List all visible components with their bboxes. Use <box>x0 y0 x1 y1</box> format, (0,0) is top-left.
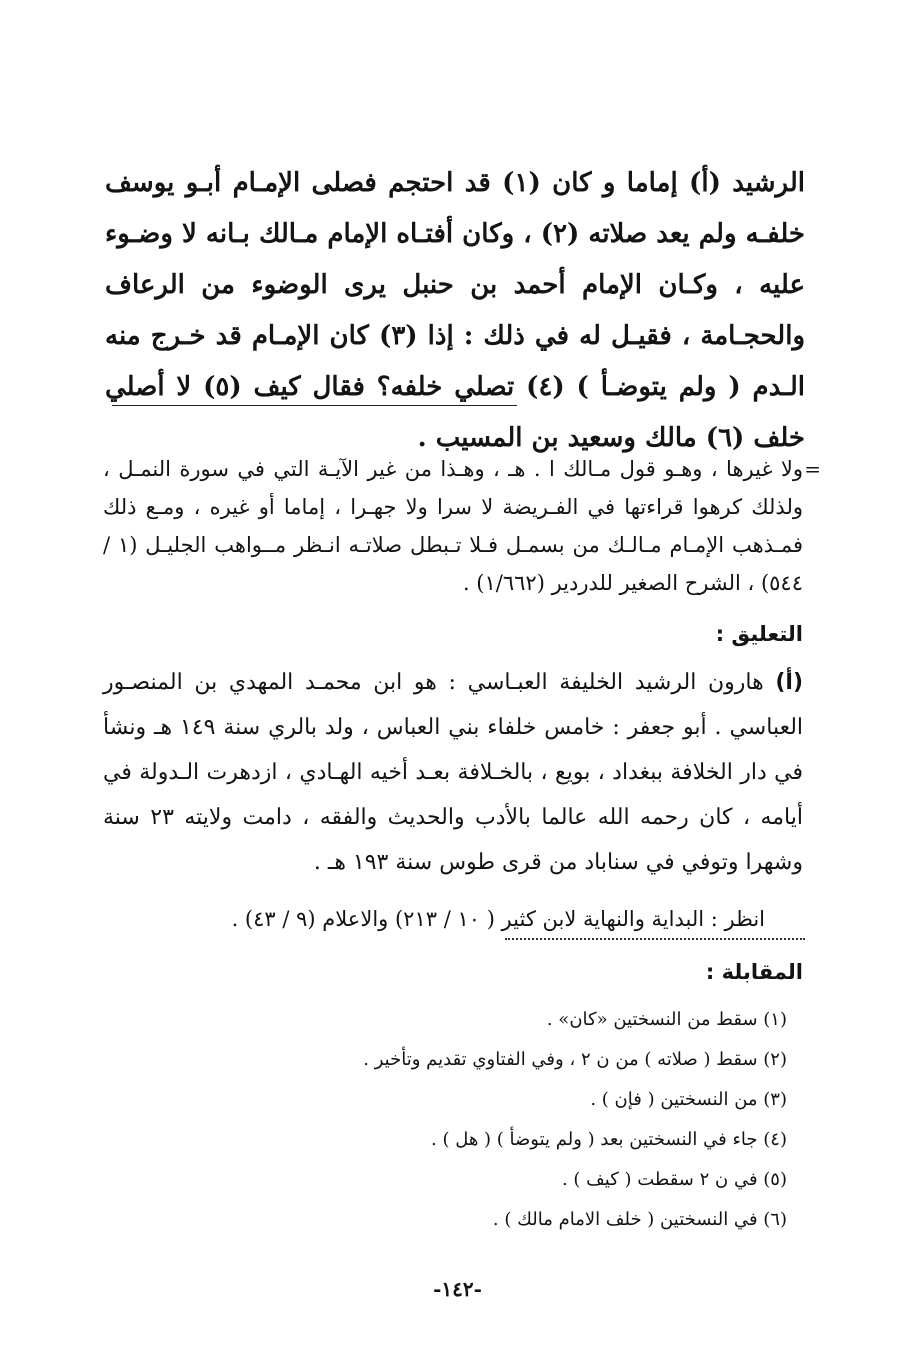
page-number: -١٤٢- <box>433 1277 482 1301</box>
muqabala-heading: المقابلة : <box>705 960 803 984</box>
main-paragraph <box>105 158 805 464</box>
muqabala-item: (٤) جاء في النسختين بعد ( ولم يتوضأ ) ( هل ) . <box>431 1129 787 1150</box>
taaliq-mark: (أ) <box>775 670 803 695</box>
muqabala-list <box>127 1000 787 1240</box>
muqabala-item: (٢) سقط ( صلاته ) من ن ٢ ، وفي الفتاوي تقديم وتأخير . <box>363 1049 787 1070</box>
muqabala-item: (٣) من النسختين ( فإن ) . <box>590 1089 787 1110</box>
taaliq-paragraph <box>103 660 803 885</box>
continuation-marker: = <box>804 457 821 481</box>
taaliq-reference: انظر : البداية والنهاية لابن كثير ( ١٠ / ٢١٣) والاعلام (٩ / ٤٣) . <box>231 907 765 931</box>
footnote-continuation-text: ولا غيرها ، وهـو قول مـالك ا . هـ ، وهـذا من غير الآيـة التي في سورة النمـل ، ولذلك كرهوا قراءتها في الفـريضة لا سرا ولا جهـرا ، إماما أو غيره ، ومـع ذلك فمـذهب الإمـام مـالـك من بسمـل فـلا تـبطل صلاتـه انـظر مــواهب الجليـل (١ / ٥٤٤) ، الشرح الصغير للدردير (١/٦٦٢) . <box>103 457 803 595</box>
taaliq-text: هارون الرشيد الخليفة العبـاسي : هو ابن محمـد المهدي بن المنصـور العباسي . أبو جعفر : خامس خلفاء بني العباس ، ولد بالري سنة ١٤٩ هـ ونشأ في دار الخلافة ببغداد ، بويع ، بالخـلافة بعـد أخيه الهـادي ، ازدهرت الـدولة في أيامه ، كان رحمه الله عالما بالأدب والحديث والفقه ، دامت ولايته ٢٣ سنة وشهرا وتوفي في سناباد من قرى طوس سنة ١٩٣ هـ . <box>103 670 804 875</box>
muqabala-item: (٦) في النسختين ( خلف الامام مالك ) . <box>492 1209 787 1230</box>
main-paragraph-text: الرشيد (أ) إماما و كان (١) قد احتجم فصلى الإمـام أبـو يوسف خلفـه ولم يعد صلاته (٢) ، وكان أفتـاه الإمام مـالك بـانه لا وضـوء عليه ، وكـان الإمام أحمد بن حنبل يرى الوضوء من الرعاف والحجـامة ، فقيـل له في ذلك : إذا (٣) كان الإمـام قد خـرج منه الـدم ( ولم يتوضـأ ) (٤) تصلي خلفه؟ فقال كيف (٥) لا أصلي خلف (٦) مالك وسعيد بن المسيب . <box>105 168 806 453</box>
taaliq-heading: التعليق : <box>715 622 803 646</box>
main-text-underline <box>112 405 517 406</box>
footnote-continuation <box>103 450 821 602</box>
muqabala-item: (٥) في ن ٢ سقطت ( كيف ) . <box>561 1169 787 1190</box>
muqabala-item: (١) سقط من النسختين «كان» . <box>546 1009 787 1030</box>
dotted-separator <box>505 938 805 940</box>
